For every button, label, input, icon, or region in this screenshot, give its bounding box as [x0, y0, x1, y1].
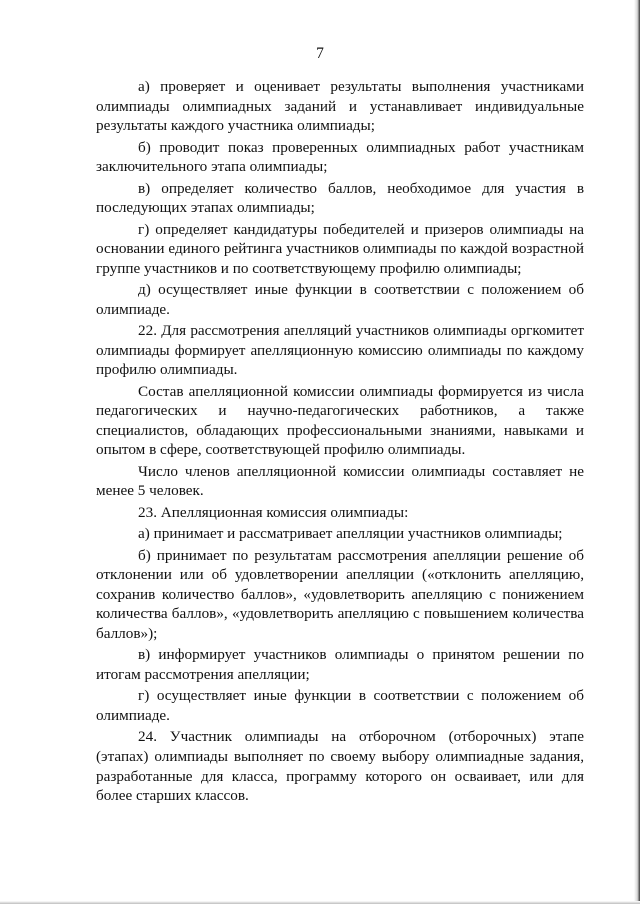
paragraph-23v-informs: в) информирует участников олимпиады о принятом решении по итогам рассмотрения апелляции; — [96, 646, 584, 683]
paragraph-commission-size: Число членов апелляционной комиссии олимпиады составляет не менее 5 человек. — [96, 462, 584, 500]
paragraph-d-other-functions: д) осуществляет иные функции в соответствии с положением об олимпиаде. — [96, 281, 584, 318]
page-number: 7 — [316, 45, 324, 62]
paragraph-23a-accepts-appeals: а) принимает и рассматривает апелляции участников олимпиады; — [138, 525, 563, 543]
paragraph-23-heading: 23. Апелляционная комиссия олимпиады: — [138, 503, 409, 521]
paragraph-b-shows-works: б) проводит показ проверенных олимпиадных работ участникам заключительного этапа олимпиады; — [96, 138, 584, 176]
document-body — [96, 77, 584, 808]
paragraph-a-evaluates-results: а) проверяет и оценивает результаты выполнения участниками олимпиады олимпиадных заданий и устанавливает индивидуальные результаты каждого участника олимпиады; — [96, 78, 584, 135]
paragraph-g-determines-winners: г) определяет кандидатуры победителей и призеров олимпиады на основании единого рейтинга участников олимпиады по каждой возрастной группе участников и по соответствующему профилю олимпиады; — [96, 220, 584, 277]
paragraph-24-participant-tasks: 24. Участник олимпиады на отборочном (отборочных) этапе (этапах) олимпиады выполняет по своему выбору олимпиадные задания, разработанные для класса, программу которого он осваивает, или для более старших классов. — [96, 728, 584, 805]
scan-page-edge — [634, 0, 640, 904]
paragraph-23g-other-functions: г) осуществляет иные функции в соответствии с положением об олимпиаде. — [96, 687, 584, 724]
paragraph-v-determines-points: в) определяет количество баллов, необходимое для участия в последующих этапах олимпиады; — [96, 179, 584, 217]
paragraph-commission-composition: Состав апелляционной комиссии олимпиады формируется из числа педагогических и научно-педагогических работников, а также специалистов, обладающих профессиональными знаниями, навыками и опытом в сфере, соответствующей профилю олимпиады. — [96, 382, 584, 459]
paragraph-22-appeal-commission: 22. Для рассмотрения апелляций участников олимпиады оргкомитет олимпиады формирует апелляционную комиссию олимпиады по каждому профилю олимпиады. — [96, 322, 584, 379]
paragraph-23b-decision: б) принимает по результатам рассмотрения апелляции решение об отклонении или об удовлетворении апелляции («отклонить апелляцию, сохранив количество баллов», «удовлетворить апелляцию с понижением количества баллов», «удовлетворить апелляцию с повышением количества баллов»); — [96, 546, 584, 642]
